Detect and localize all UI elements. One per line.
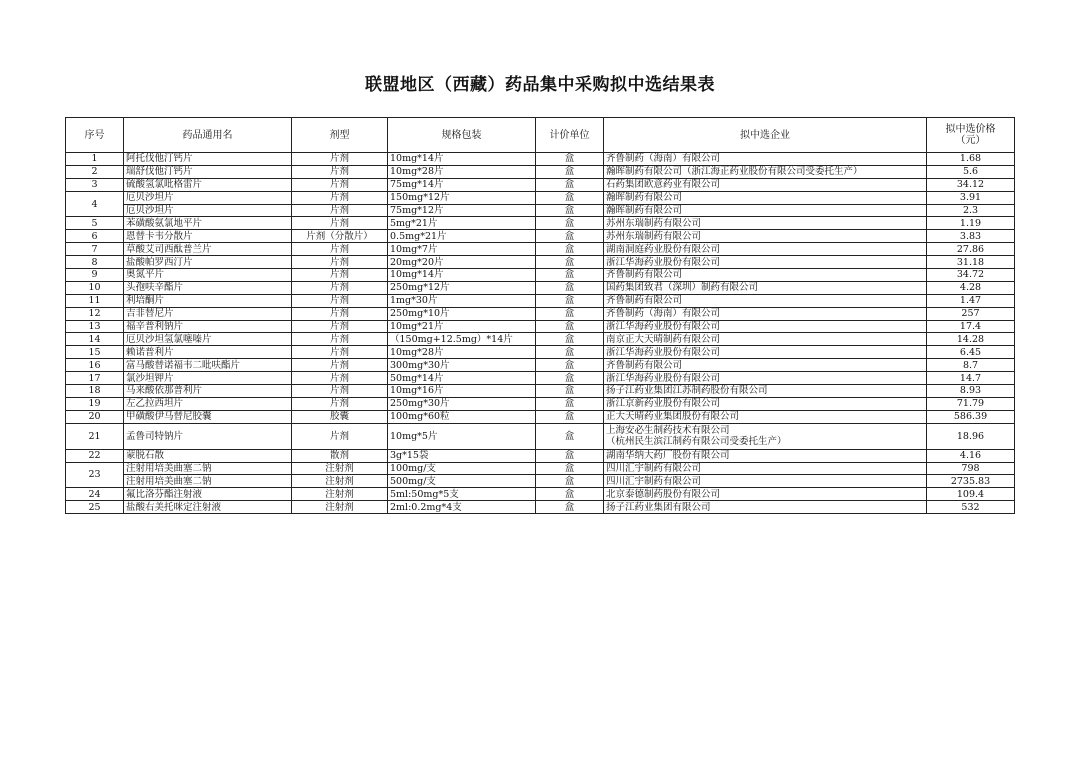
cell-price: 17.4 [927,320,1015,333]
cell-index: 5 [66,217,124,230]
cell-index: 1 [66,153,124,166]
table-row [66,397,1015,410]
table-row [66,307,1015,320]
cell-dosage-form: 注射剂 [292,488,388,501]
cell-spec: 50mg*14片 [388,372,536,385]
cell-dosage-form: 片剂 [292,359,388,372]
col-header-unit: 计价单位 [536,118,604,153]
cell-company: 正大天晴药业集团股份有限公司 [604,410,927,423]
cell-price: 3.83 [927,230,1015,243]
cell-drug-name: 注射用培美曲塞二钠 [124,475,292,488]
table-row [66,269,1015,282]
cell-company: 齐鲁制药有限公司 [604,359,927,372]
cell-price: 18.96 [927,423,1015,449]
cell-unit: 盒 [536,204,604,217]
cell-unit: 盒 [536,269,604,282]
cell-drug-name: 利培酮片 [124,294,292,307]
cell-index: 4 [66,191,124,217]
cell-price: 532 [927,501,1015,514]
cell-spec: 10mg*7片 [388,243,536,256]
cell-drug-name: 厄贝沙坦氢氯噻嗪片 [124,333,292,346]
cell-drug-name: 瑞舒伐他汀钙片 [124,165,292,178]
cell-company: 瀚晖制药有限公司（浙江海正药业股份有限公司受委托生产） [604,165,927,178]
cell-drug-name: 注射用培美曲塞二钠 [124,462,292,475]
cell-index: 24 [66,488,124,501]
cell-drug-name: 奥氮平片 [124,269,292,282]
cell-unit: 盒 [536,372,604,385]
cell-unit: 盒 [536,307,604,320]
cell-drug-name: 富马酸替诺福韦二吡呋酯片 [124,359,292,372]
cell-spec: 250mg*12片 [388,281,536,294]
table-row [66,191,1015,204]
cell-drug-name: 氯沙坦钾片 [124,372,292,385]
table-row [66,256,1015,269]
cell-price: 3.91 [927,191,1015,204]
cell-company: 扬子江药业集团有限公司 [604,501,927,514]
cell-drug-name: 左乙拉西坦片 [124,397,292,410]
cell-dosage-form: 注射剂 [292,462,388,475]
cell-drug-name: 厄贝沙坦片 [124,191,292,204]
table-header-row [66,118,1015,153]
cell-price: 8.93 [927,385,1015,398]
cell-company: 石药集团欧意药业有限公司 [604,178,927,191]
cell-price: 1.68 [927,153,1015,166]
table-row [66,165,1015,178]
cell-drug-name: 孟鲁司特钠片 [124,423,292,449]
cell-unit: 盒 [536,333,604,346]
cell-index: 25 [66,501,124,514]
cell-unit: 盒 [536,346,604,359]
cell-price: 14.7 [927,372,1015,385]
cell-company: 齐鲁制药有限公司 [604,269,927,282]
cell-price: 1.47 [927,294,1015,307]
cell-company: 瀚晖制药有限公司 [604,204,927,217]
cell-company: 扬子江药业集团江苏制药股份有限公司 [604,385,927,398]
cell-dosage-form: 片剂 [292,423,388,449]
col-header-index: 序号 [66,118,124,153]
cell-dosage-form: 片剂 [292,217,388,230]
cell-index: 10 [66,281,124,294]
table-row [66,333,1015,346]
cell-index: 7 [66,243,124,256]
cell-company: 湖南洞庭药业股份有限公司 [604,243,927,256]
cell-spec: 500mg/支 [388,475,536,488]
cell-dosage-form: 片剂 [292,372,388,385]
cell-price: 14.28 [927,333,1015,346]
table-row [66,346,1015,359]
cell-price: 31.18 [927,256,1015,269]
cell-drug-name: 恩替卡韦分散片 [124,230,292,243]
cell-dosage-form: 片剂 [292,204,388,217]
results-table [65,117,1015,514]
table-row [66,359,1015,372]
cell-company [604,423,927,449]
cell-company: 国药集团致君（深圳）制药有限公司 [604,281,927,294]
cell-unit: 盒 [536,178,604,191]
cell-unit: 盒 [536,230,604,243]
cell-index: 15 [66,346,124,359]
cell-spec: 10mg*16片 [388,385,536,398]
cell-index: 12 [66,307,124,320]
cell-spec: 150mg*12片 [388,191,536,204]
cell-price: 109.4 [927,488,1015,501]
cell-drug-name: 硫酸氢氯吡格雷片 [124,178,292,191]
table-row [66,281,1015,294]
cell-spec: （150mg+12.5mg）*14片 [388,333,536,346]
cell-company: 浙江华海药业股份有限公司 [604,346,927,359]
cell-price: 2735.83 [927,475,1015,488]
cell-drug-name: 厄贝沙坦片 [124,204,292,217]
cell-unit: 盒 [536,397,604,410]
cell-company: 浙江京新药业股份有限公司 [604,397,927,410]
cell-dosage-form: 片剂 [292,281,388,294]
cell-unit: 盒 [536,243,604,256]
cell-drug-name: 吉非替尼片 [124,307,292,320]
price-header-line1: 拟中选价格 [945,124,996,135]
cell-price: 34.72 [927,269,1015,282]
cell-unit: 盒 [536,501,604,514]
cell-spec: 250mg*30片 [388,397,536,410]
cell-dosage-form: 胶囊 [292,410,388,423]
cell-index: 21 [66,423,124,449]
cell-drug-name: 头孢呋辛酯片 [124,281,292,294]
cell-drug-name: 甲磺酸伊马替尼胶囊 [124,410,292,423]
cell-spec: 3g*15袋 [388,449,536,462]
cell-unit: 盒 [536,281,604,294]
cell-unit: 盒 [536,449,604,462]
cell-spec: 300mg*30片 [388,359,536,372]
cell-price: 586.39 [927,410,1015,423]
table-row [66,372,1015,385]
table-row [66,153,1015,166]
col-header-drug-name: 药品通用名 [124,118,292,153]
cell-unit: 盒 [536,359,604,372]
cell-dosage-form: 片剂 [292,153,388,166]
cell-spec: 10mg*21片 [388,320,536,333]
cell-company: 浙江华海药业股份有限公司 [604,256,927,269]
cell-dosage-form: 片剂 [292,307,388,320]
cell-drug-name: 赖诺普利片 [124,346,292,359]
table-row [66,217,1015,230]
price-header-line2: （元） [955,135,986,146]
cell-spec: 5mg*21片 [388,217,536,230]
cell-price: 27.86 [927,243,1015,256]
cell-unit: 盒 [536,410,604,423]
cell-dosage-form: 片剂 [292,385,388,398]
cell-spec: 10mg*28片 [388,346,536,359]
cell-unit: 盒 [536,294,604,307]
cell-company: 南京正大天晴制药有限公司 [604,333,927,346]
cell-dosage-form: 注射剂 [292,475,388,488]
cell-spec: 10mg*14片 [388,153,536,166]
cell-unit: 盒 [536,475,604,488]
cell-index: 18 [66,385,124,398]
cell-drug-name: 氟比洛芬酯注射液 [124,488,292,501]
cell-dosage-form: 散剂 [292,449,388,462]
cell-company: 四川汇宇制药有限公司 [604,462,927,475]
cell-spec: 75mg*12片 [388,204,536,217]
table-row [66,423,1015,449]
cell-dosage-form: 片剂 [292,243,388,256]
cell-index: 19 [66,397,124,410]
cell-drug-name: 福辛普利钠片 [124,320,292,333]
table-row [66,501,1015,514]
cell-index: 11 [66,294,124,307]
cell-company: 浙江华海药业股份有限公司 [604,320,927,333]
cell-drug-name: 阿托伐他汀钙片 [124,153,292,166]
company-line2: （杭州民生滨江制药有限公司受委托生产） [606,436,787,448]
cell-company: 齐鲁制药有限公司 [604,294,927,307]
table-row [66,294,1015,307]
cell-index: 14 [66,333,124,346]
cell-unit: 盒 [536,488,604,501]
cell-unit: 盒 [536,191,604,204]
cell-drug-name: 马来酸依那普利片 [124,385,292,398]
cell-price: 1.19 [927,217,1015,230]
cell-dosage-form: 片剂 [292,346,388,359]
cell-dosage-form: 片剂 [292,165,388,178]
col-header-company: 拟中选企业 [604,118,927,153]
cell-spec: 75mg*14片 [388,178,536,191]
table-body [66,153,1015,514]
cell-index: 8 [66,256,124,269]
cell-company: 苏州东瑞制药有限公司 [604,217,927,230]
table-row [66,475,1015,488]
cell-spec: 5ml:50mg*5支 [388,488,536,501]
cell-company: 四川汇宇制药有限公司 [604,475,927,488]
cell-unit: 盒 [536,256,604,269]
cell-unit: 盒 [536,320,604,333]
cell-price: 798 [927,462,1015,475]
cell-spec: 100mg*60粒 [388,410,536,423]
cell-unit: 盒 [536,462,604,475]
cell-spec: 20mg*20片 [388,256,536,269]
cell-index: 2 [66,165,124,178]
cell-dosage-form: 片剂 [292,178,388,191]
cell-unit: 盒 [536,385,604,398]
table-row [66,410,1015,423]
cell-price: 34.12 [927,178,1015,191]
cell-price: 5.6 [927,165,1015,178]
cell-company: 苏州东瑞制药有限公司 [604,230,927,243]
cell-spec: 1mg*30片 [388,294,536,307]
table-row [66,488,1015,501]
cell-drug-name: 草酸艾司西酞普兰片 [124,243,292,256]
cell-price: 4.16 [927,449,1015,462]
cell-dosage-form: 片剂（分散片） [292,230,388,243]
cell-unit: 盒 [536,423,604,449]
cell-spec: 10mg*14片 [388,269,536,282]
cell-dosage-form: 片剂 [292,333,388,346]
cell-company: 齐鲁制药（海南）有限公司 [604,153,927,166]
company-line1: 上海安必生制药技术有限公司 [606,425,730,437]
cell-dosage-form: 片剂 [292,397,388,410]
cell-drug-name: 盐酸帕罗西汀片 [124,256,292,269]
cell-spec: 10mg*28片 [388,165,536,178]
table-row [66,449,1015,462]
cell-drug-name: 苯磺酸氨氯地平片 [124,217,292,230]
col-header-dosage-form: 剂型 [292,118,388,153]
cell-spec: 250mg*10片 [388,307,536,320]
cell-index: 17 [66,372,124,385]
cell-index: 20 [66,410,124,423]
cell-spec: 10mg*5片 [388,423,536,449]
cell-dosage-form: 片剂 [292,320,388,333]
cell-price: 6.45 [927,346,1015,359]
cell-company: 瀚晖制药有限公司 [604,191,927,204]
cell-spec: 100mg/支 [388,462,536,475]
cell-drug-name: 蒙脱石散 [124,449,292,462]
page-title: 联盟地区（西藏）药品集中采购拟中选结果表 [365,75,715,95]
cell-price: 71.79 [927,397,1015,410]
table-row [66,462,1015,475]
cell-spec: 2ml:0.2mg*4支 [388,501,536,514]
col-header-price [927,118,1015,153]
cell-index: 22 [66,449,124,462]
cell-dosage-form: 注射剂 [292,501,388,514]
table-row [66,385,1015,398]
cell-price: 257 [927,307,1015,320]
cell-dosage-form: 片剂 [292,294,388,307]
cell-spec: 0.5mg*21片 [388,230,536,243]
cell-index: 3 [66,178,124,191]
cell-index: 13 [66,320,124,333]
table-row [66,243,1015,256]
cell-company: 湖南华纳大药厂股份有限公司 [604,449,927,462]
cell-price: 2.3 [927,204,1015,217]
cell-price: 4.28 [927,281,1015,294]
cell-dosage-form: 片剂 [292,191,388,204]
cell-unit: 盒 [536,217,604,230]
cell-unit: 盒 [536,165,604,178]
table-row [66,178,1015,191]
cell-index: 9 [66,269,124,282]
table-row [66,204,1015,217]
cell-company: 齐鲁制药（海南）有限公司 [604,307,927,320]
table-row [66,320,1015,333]
cell-company: 北京泰德制药股份有限公司 [604,488,927,501]
cell-drug-name: 盐酸右美托咪定注射液 [124,501,292,514]
cell-company: 浙江华海药业股份有限公司 [604,372,927,385]
cell-dosage-form: 片剂 [292,256,388,269]
cell-price: 8.7 [927,359,1015,372]
cell-index: 16 [66,359,124,372]
cell-index: 6 [66,230,124,243]
cell-unit: 盒 [536,153,604,166]
table-row [66,230,1015,243]
col-header-spec: 规格包装 [388,118,536,153]
cell-dosage-form: 片剂 [292,269,388,282]
cell-index: 23 [66,462,124,488]
